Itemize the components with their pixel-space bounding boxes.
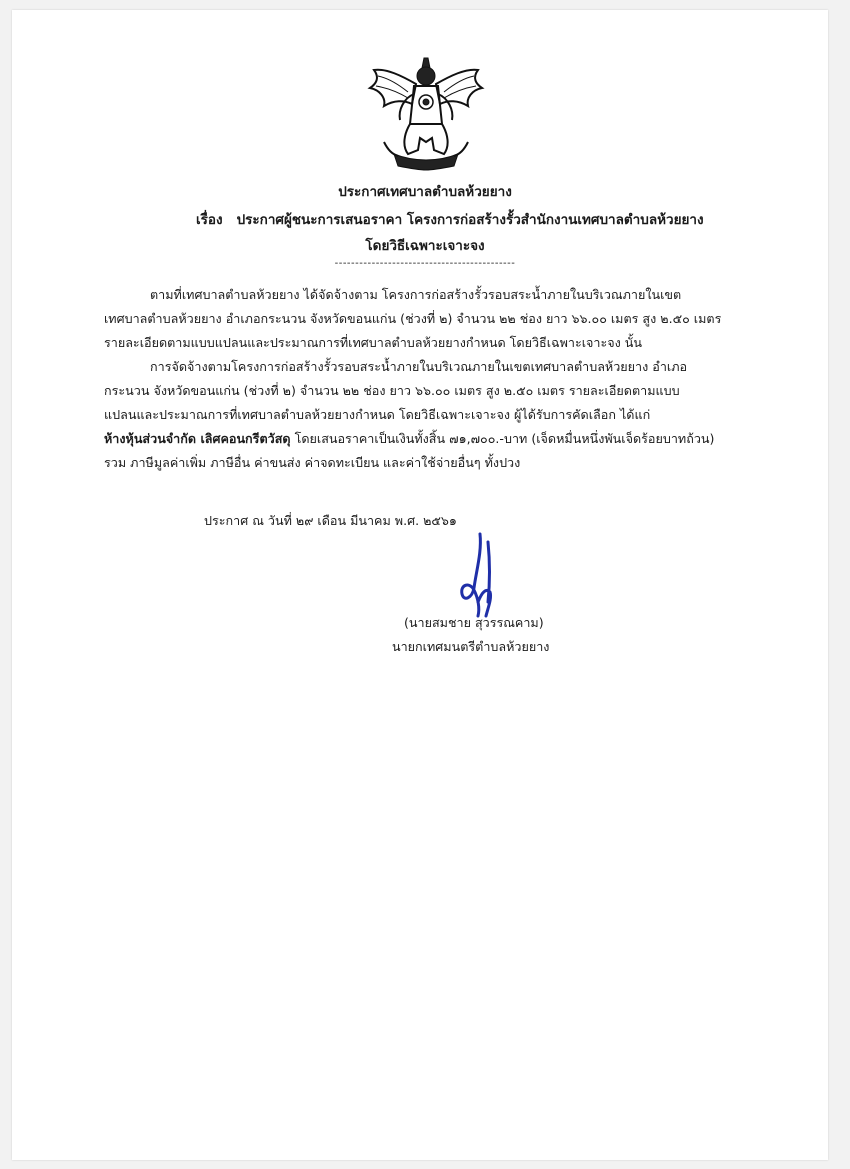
subject-text: ประกาศผู้ชนะการเสนอราคา โครงการก่อสร้างรั้วสำนักงานเทศบาลตำบลห้วยยาง [236, 212, 704, 228]
para1-line: รายละเอียดตามแบบแปลนและประมาณการที่เทศบาลตำบลห้วยยางกำหนด โดยวิธีเฉพาะเจาะจง นั้น [104, 335, 643, 350]
para2-line: กระนวน จังหวัดขอนแก่น (ช่วงที่ ๒) จำนวน ๒๒ ช่อง ยาว ๖๖.๐๐ เมตร สูง ๒.๕๐ เมตร รายละเอียดตามแบบ [104, 383, 680, 398]
garuda-emblem-icon [364, 54, 488, 174]
divider-rule: -------------------------------------------- [334, 258, 516, 269]
para1-line: เทศบาลตำบลห้วยยาง อำเภอกระนวน จังหวัดขอนแก่น (ช่วงที่ ๒) จำนวน ๒๒ ช่อง ยาว ๖๖.๐๐ เมตร สูง ๒.๕๐ เมตร [104, 311, 722, 326]
para2-line: การจัดจ้างตามโครงการก่อสร้างรั้วรอบสระน้ำภายในบริเวณภายในเขตเทศบาลตำบลห้วยยาง อำเภอ [150, 359, 688, 374]
procurement-method: โดยวิธีเฉพาะเจาะจง [365, 238, 485, 254]
signer-name: (นายสมชาย สุวรรณคาม) [404, 615, 544, 630]
document-subject [196, 208, 704, 230]
winner-name: ห้างหุ้นส่วนจำกัด เลิศคอนกรีตวัสดุ [104, 431, 291, 446]
announce-date: ประกาศ ณ วันที่ ๒๙ เดือน มีนาคม พ.ศ. ๒๕๖๑ [204, 513, 457, 528]
para2-line: รวม ภาษีมูลค่าเพิ่ม ภาษีอื่น ค่าขนส่ง ค่าจดทะเบียน และค่าใช้จ่ายอื่นๆ ทั้งปวง [104, 455, 521, 470]
para2-line: แปลนและประมาณการที่เทศบาลตำบลห้วยยางกำหนด โดยวิธีเฉพาะเจาะจง ผู้ได้รับการคัดเลือก ได้แก่ [104, 407, 651, 422]
document-title: ประกาศเทศบาลตำบลห้วยยาง [338, 184, 512, 200]
para1-line: ตามที่เทศบาลตำบลห้วยยาง ได้จัดจ้างตาม โครงการก่อสร้างรั้วรอบสระน้ำภายในบริเวณภายในเขต [150, 287, 682, 302]
signer-position: นายกเทศมนตรีตำบลห้วยยาง [392, 639, 550, 654]
winner-line [104, 430, 714, 448]
subject-label: เรื่อง [196, 212, 223, 228]
handwritten-signature [452, 532, 512, 622]
winner-price: โดยเสนอราคาเป็นเงินทั้งสิ้น ๗๑,๗๐๐.-บาท (เจ็ดหมื่นหนึ่งพันเจ็ดร้อยบาทถ้วน) [290, 431, 715, 446]
